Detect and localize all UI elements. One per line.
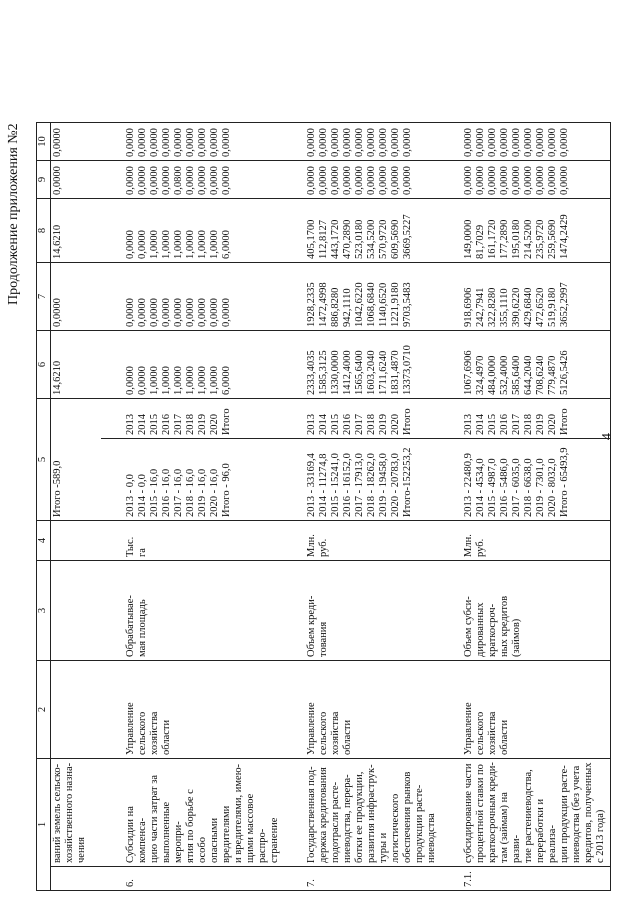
col-number-6: 6 <box>37 331 51 399</box>
row-executor: Управление сельского хозяйства области <box>282 661 439 759</box>
row-number: 6. <box>101 867 282 891</box>
value-col8: 14,6210 <box>51 199 102 263</box>
row-indicator: Обрабатывае- мая площадь <box>101 561 282 661</box>
row-plan: 2013 - 0,0 2014 - 0,0 2015 - 16,0 2016 - 16,0 2017 - 16,0 2018 - 16,0 2019 - 16,0 2020 - 16,0 Итого - 96,0 <box>101 439 282 521</box>
value-col6: 14,6210 <box>51 331 102 399</box>
value-col9: 0,0000 <box>51 161 102 199</box>
value-col9: 0,0000 0,0000 0,0000 0,0000 0,0000 0,0000 0,0000 0,0000 0,0000 <box>282 161 439 199</box>
value-col8: 405,1700 112,8127 443,1720 470,2890 523,0180 534,5200 570,9720 609,5690 3669,5227 <box>282 199 439 263</box>
row-executor: Управление сельского хозяйства области <box>439 661 611 759</box>
value-col6: 2333,4035 1585,3125 1330,0000 1412,4000 1565,6400 1603,2040 1711,6240 1831,4870 13373,0710 <box>282 331 439 399</box>
row-plan: 2013 - 22480,9 2014 - 4534,0 2015 - 4987,0 2016 - 5486,0 2017 - 6035,0 2018 - 6638,0 2019 - 7301,0 2020 - 8032,0 Итого - 65493,9 <box>439 439 611 521</box>
col-number-9: 9 <box>37 161 51 199</box>
row-name: Государственная под- держка кредитования подотрасли расте- ниеводства, перера- ботки ее продукции, развития инфраструк- туры и логистического обеспечения рынков продукции расте- ниеводства <box>282 759 439 867</box>
value-col10: 0,0000 0,0000 0,0000 0,0000 0,0000 0,0000 0,0000 0,0000 0,0000 <box>439 123 611 161</box>
col-number-10: 10 <box>37 123 51 161</box>
col-number-2: 2 <box>37 661 51 759</box>
value-col8: 149,0000 81,7029 161,1720 177,2890 195,0180 214,5200 235,9720 259,5690 1474,2429 <box>439 199 611 263</box>
plan-total: Итого -589,0 <box>51 399 102 521</box>
col-number-8: 8 <box>37 199 51 263</box>
value-col7: 918,6906 242,7941 322,8280 355,1110 390,6220 429,6840 472,6520 519,9180 3652,2997 <box>439 263 611 331</box>
value-col10: 0,0000 0,0000 0,0000 0,0000 0,0000 0,0000 0,0000 0,0000 0,0000 <box>282 123 439 161</box>
program-table <box>36 122 611 891</box>
table-row-6 <box>101 123 282 891</box>
page-title: Продолжение приложения №2 <box>6 123 21 305</box>
col-number-5: 5 <box>37 399 51 521</box>
row-indicator: Объем креди- тования <box>282 561 439 661</box>
value-col7: 1928,2335 1472,4998 886,8280 942,1110 1042,6220 1068,6840 1140,6520 1221,9180 9703,5483 <box>282 263 439 331</box>
value-col6: 0,0000 0,0000 1,0000 1,0000 1,0000 1,0000 1,0000 1,0000 6,0000 <box>101 331 282 399</box>
col-number-4: 4 <box>37 521 51 561</box>
value-col10: 0,0000 0,0000 0,0000 0,0000 0,0000 0,0000 0,0000 0,0000 0,0000 <box>101 123 282 161</box>
row-indicator: Объем субси- дированных краткосроч- ных кредитов (займов) <box>439 561 611 661</box>
row-plan: 2013 - 33169,4 2014 - 11274,8 2015 - 15241,0 2016 - 16152,0 2017 - 17913,0 2018 - 18262,0 2019 - 19458,0 2020 - 20783,0 Итого-152253,2 <box>282 439 439 521</box>
row-number: 7.1. <box>439 867 611 891</box>
value-col7: 0,0000 0,0000 0,0000 0,0000 0,0000 0,0000 0,0000 0,0000 0,0000 <box>101 263 282 331</box>
row-name: Субсидии на компенса- цию части затрат за выполненные меропри- ятия по борьбе с особо опасными вредителями и вредителями, имею- щими массовое распро- странение <box>101 759 282 867</box>
row-name: субсидирование части процентной ставки по краткосрочным креди- там (займам) на разви- тие растениеводства, переработки и реализа- ции продукции расте- ниеводства (без учета кредитов, полученных с 2013 года) <box>439 759 611 867</box>
value-col9: 0,0000 0,0000 0,0000 0,0000 0,0000 0,0000 0,0000 0,0000 0,0000 <box>439 161 611 199</box>
row-years: 2013 2014 2015 2016 2017 2018 2019 2020 Итого <box>439 399 611 439</box>
column-number-row <box>37 123 51 891</box>
col-number-7: 7 <box>37 263 51 331</box>
value-col8: 0,0000 0,0000 1,0000 1,0000 1,0000 1,0000 1,0000 1,0000 6,0000 <box>101 199 282 263</box>
row-number: 7. <box>282 867 439 891</box>
col-number-1: 1 <box>37 759 51 891</box>
row-unit: Тыс. га <box>101 521 282 561</box>
table-row-continued <box>51 123 102 891</box>
row-executor: Управление сельского хозяйства области <box>101 661 282 759</box>
page-number: 4 <box>600 433 615 440</box>
row-unit: Млн. руб. <box>282 521 439 561</box>
table-row-7-1 <box>439 123 611 891</box>
value-col6: 1067,6906 324,4970 484,0000 532,4000 585,6400 644,2040 708,6240 779,4870 5126,5426 <box>439 331 611 399</box>
table-row-7 <box>282 123 439 891</box>
value-col10: 0,0000 <box>51 123 102 161</box>
value-col9: 0,0000 0,0000 0,0000 0,0000 0,0800 0,0000 0,0000 0,0000 0,0000 <box>101 161 282 199</box>
row-years: 2013 2014 2015 2016 2017 2018 2019 2020 Итого <box>282 399 439 439</box>
row-years: 2013 2014 2015 2016 2017 2018 2019 2020 Итого <box>101 399 282 439</box>
value-col7: 0,0000 <box>51 263 102 331</box>
col-number-3: 3 <box>37 561 51 661</box>
row-unit: Млн. руб. <box>439 521 611 561</box>
row-name: ваний земель сельско- хозяйственного назна- чения <box>51 759 102 867</box>
